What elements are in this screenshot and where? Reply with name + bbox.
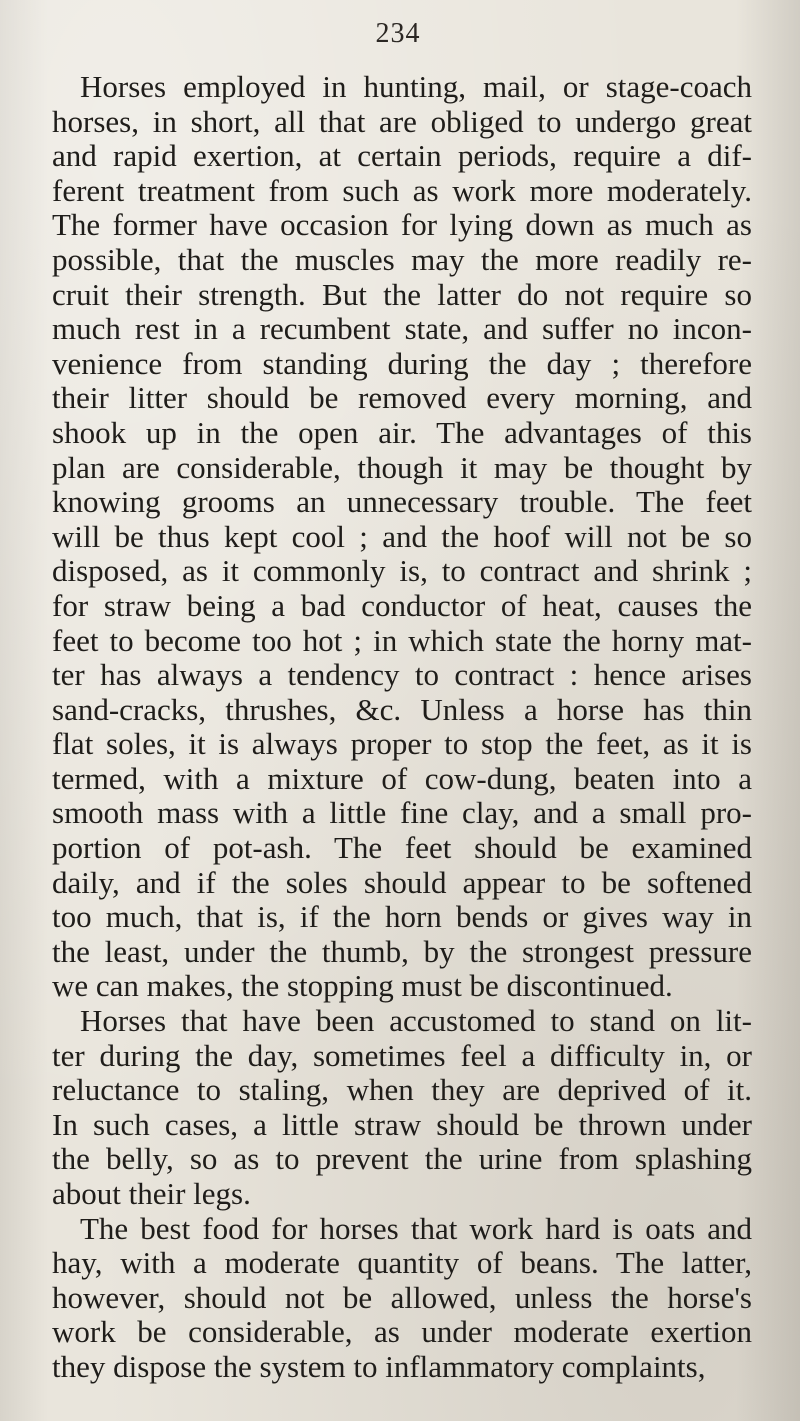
text-line: disposed, as it commonly is, to contract and shrink ; <box>52 553 752 589</box>
text-line: shook up in the open air. The advantages of this <box>52 414 752 450</box>
text-line: venience from standing during the day ; therefore <box>52 345 752 381</box>
text-line: about their legs. <box>52 1176 251 1211</box>
text-line: and rapid exertion, at certain periods, require a dif- <box>52 138 752 174</box>
text-line: too much, that is, if the horn bends or gives way in <box>52 899 752 935</box>
text-line: however, should not be allowed, unless the horse's <box>52 1279 752 1315</box>
text-line: flat soles, it is always proper to stop the feet, as it is <box>52 726 752 762</box>
text-line: daily, and if the soles should appear to be softened <box>52 864 752 900</box>
text-line: reluctance to staling, when they are deprived of it. <box>52 1072 752 1108</box>
text-line: the belly, so as to prevent the urine from splashing <box>52 1141 752 1177</box>
text-line: ter during the day, sometimes feel a difficulty in, or <box>52 1037 752 1073</box>
text-line: will be thus kept cool ; and the hoof will not be so <box>52 518 752 554</box>
text-line: ferent treatment from such as work more moderately. <box>52 172 752 208</box>
text-line: In such cases, a little straw should be thrown under <box>52 1106 752 1142</box>
text-line: ter has always a tendency to contract : hence arises <box>52 657 752 693</box>
text-line: plan are considerable, though it may be thought by <box>52 449 752 485</box>
text-line: hay, with a moderate quantity of beans. The latter, <box>52 1245 752 1281</box>
text-line: smooth mass with a little fine clay, and a small pro- <box>52 795 752 831</box>
text-line: The former have occasion for lying down as much as <box>52 207 752 243</box>
text-line: Horses employed in hunting, mail, or stage-coach <box>80 69 752 104</box>
body-text <box>52 70 752 1385</box>
text-line: they dispose the system to inflammatory complaints, <box>52 1348 706 1384</box>
text-line: feet to become too hot ; in which state the horny mat- <box>52 622 752 658</box>
text-line: termed, with a mixture of cow-dung, beaten into a <box>52 760 752 796</box>
text-line: possible, that the muscles may the more readily re- <box>52 241 752 277</box>
text-line: work be considerable, as under moderate exertion <box>52 1314 752 1350</box>
text-line: their litter should be removed every morning, and <box>52 380 752 416</box>
text-line: horses, in short, all that are obliged to undergo great <box>52 103 752 139</box>
text-line: knowing grooms an unnecessary trouble. The feet <box>52 484 752 520</box>
text-line: cruit their strength. But the latter do not require so <box>52 276 752 312</box>
text-line: portion of pot-ash. The feet should be examined <box>52 830 752 866</box>
text-line: The best food for horses that work hard is oats and <box>80 1210 752 1246</box>
text-line: for straw being a bad conductor of heat, causes the <box>52 587 752 623</box>
text-line: Horses that have been accustomed to stand on lit- <box>80 1003 752 1039</box>
text-line: we can makes, the stopping must be discontinued. <box>52 968 673 1004</box>
text-line: the least, under the thumb, by the strongest pressure <box>52 933 752 969</box>
text-line: much rest in a recumbent state, and suffer no incon- <box>52 311 752 347</box>
page-number: 234 <box>375 18 421 49</box>
text-line: sand-cracks, thrushes, &c. Unless a horse has thin <box>52 691 752 727</box>
